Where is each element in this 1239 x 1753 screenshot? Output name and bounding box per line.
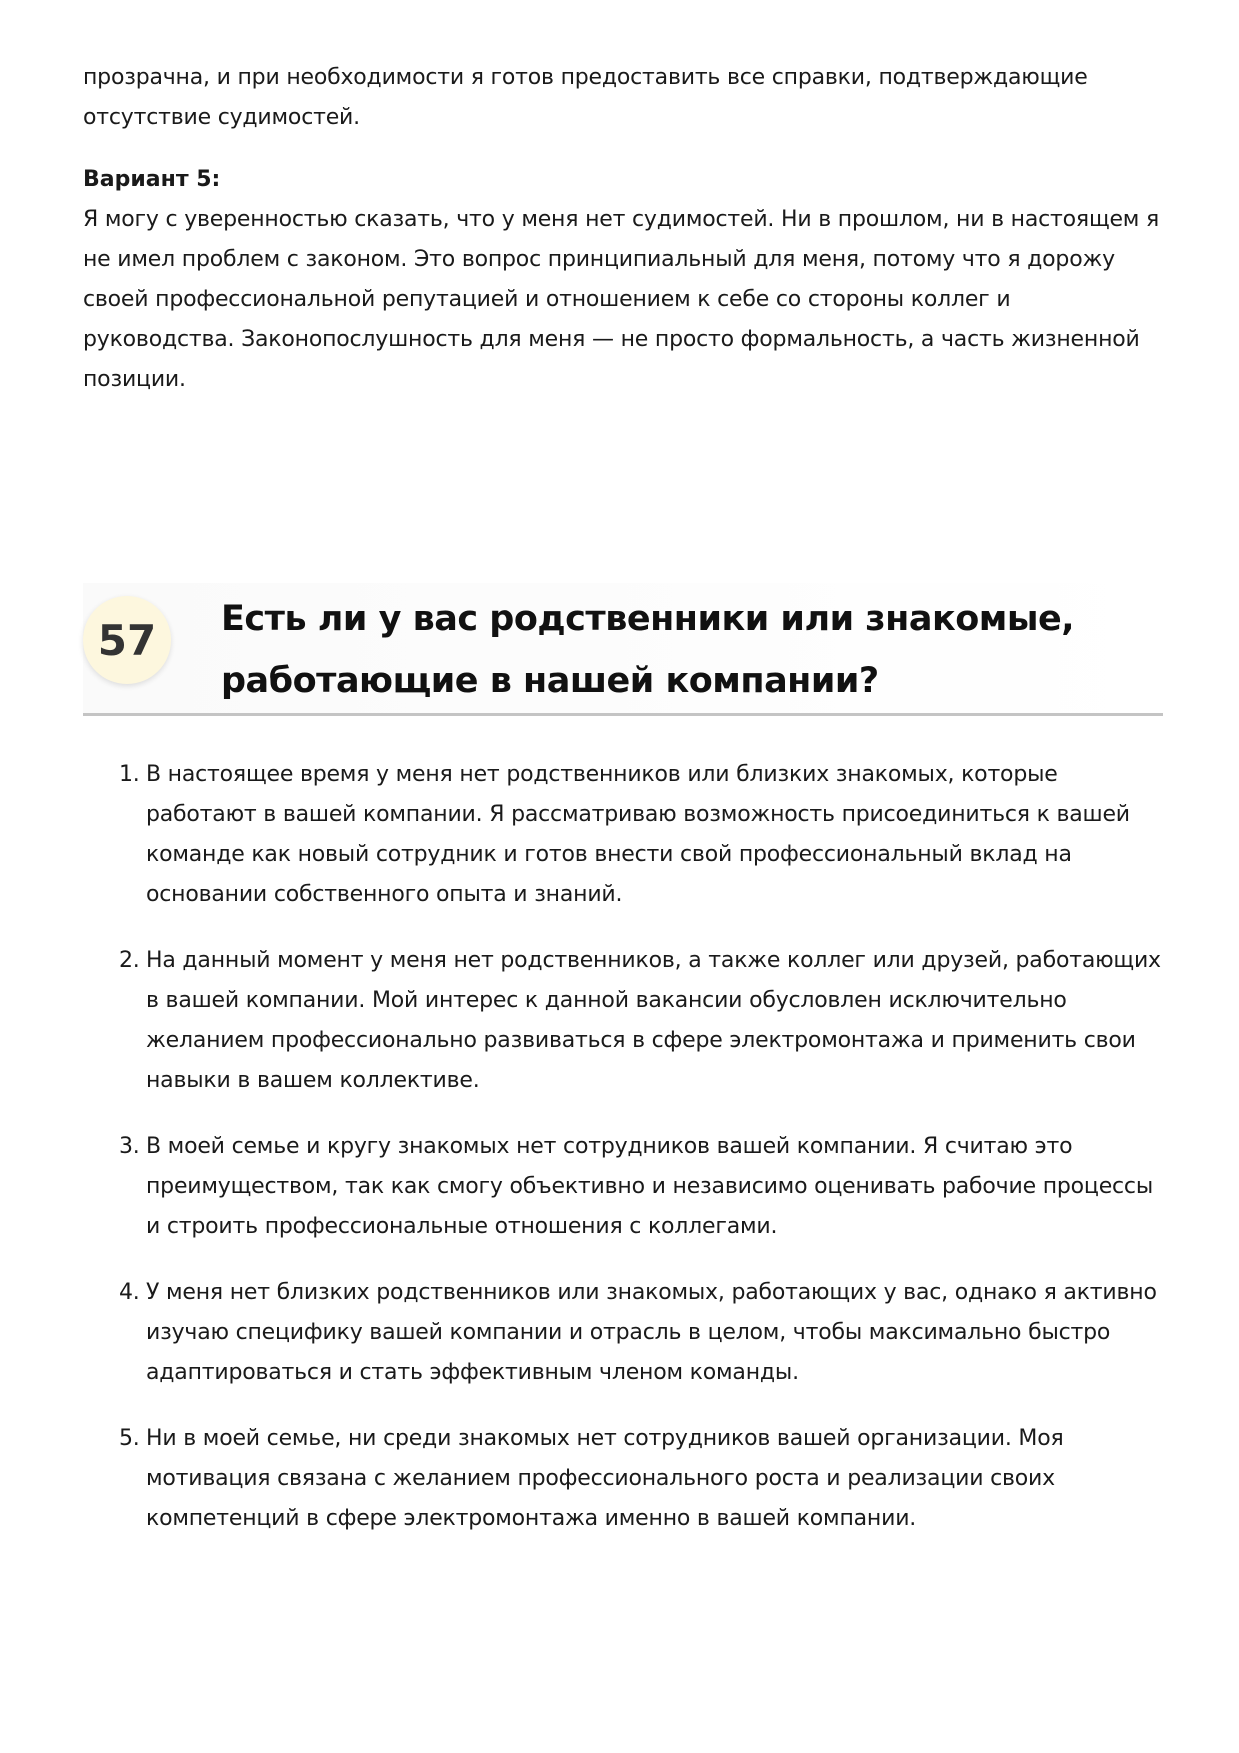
list-item-text: На данный момент у меня нет родственников, а также коллег или друзей, работающих в вашей компании. Мой интерес к данной вакансии обусловлен исключительно желанием профессионально развиваться в сфере электромонтажа и применить свои навыки в вашем коллективе. bbox=[146, 948, 1161, 1093]
list-item-text: В настоящее время у меня нет родственников или близких знакомых, которые работают в вашей компании. Я рассматриваю возможность присоединиться к вашей команде как новый сотрудник и готов внести свой профессиональный вклад на основании собственного опыта и знаний. bbox=[146, 762, 1130, 907]
list-item-number: 5. bbox=[119, 1426, 140, 1451]
variant-label: Вариант 5: bbox=[83, 167, 221, 192]
list-item bbox=[83, 1127, 1163, 1247]
list-item-number: 1. bbox=[119, 762, 140, 787]
list-item bbox=[83, 1419, 1163, 1539]
continuation-paragraph: прозрачна, и при необходимости я готов предоставить все справки, подтверждающие отсутствие судимостей. bbox=[83, 65, 1088, 130]
question-header bbox=[83, 583, 1163, 716]
list-item bbox=[83, 941, 1163, 1101]
variant-paragraph: Я могу с уверенностью сказать, что у меня нет судимостей. Ни в прошлом, ни в настоящем я не имел проблем с законом. Это вопрос принципиальный для меня, потому что я дорожу своей профессиональной репутацией и отношением к себе со стороны коллег и руководства. Законопослушность для меня — не просто формальность, а часть жизненной позиции. bbox=[83, 207, 1160, 392]
list-item-text: У меня нет близких родственников или знакомых, работающих у вас, однако я активно изучаю специфику вашей компании и отрасль в целом, чтобы максимально быстро адаптироваться и стать эффективным членом команды. bbox=[146, 1280, 1157, 1385]
question-title: Есть ли у вас родственники или знакомые, работающие в нашей компании? bbox=[221, 599, 1075, 701]
list-item-number: 4. bbox=[119, 1280, 140, 1305]
list-item-number: 2. bbox=[119, 948, 140, 973]
intro-section bbox=[83, 58, 1163, 400]
list-item-text: В моей семье и кругу знакомых нет сотрудников вашей компании. Я считаю это преимуществом, так как смогу объективно и независимо оценивать рабочие процессы и строить профессиональные отношения с коллегами. bbox=[146, 1134, 1153, 1239]
list-item bbox=[83, 1273, 1163, 1393]
question-number-badge: 57 bbox=[83, 596, 171, 684]
list-item-number: 3. bbox=[119, 1134, 140, 1159]
list-item bbox=[83, 755, 1163, 915]
list-item-text: Ни в моей семье, ни среди знакомых нет сотрудников вашей организации. Моя мотивация связана с желанием профессионального роста и реализации своих компетенций в сфере электромонтажа именно в вашей компании. bbox=[146, 1426, 1064, 1531]
answers-list bbox=[83, 755, 1163, 1565]
